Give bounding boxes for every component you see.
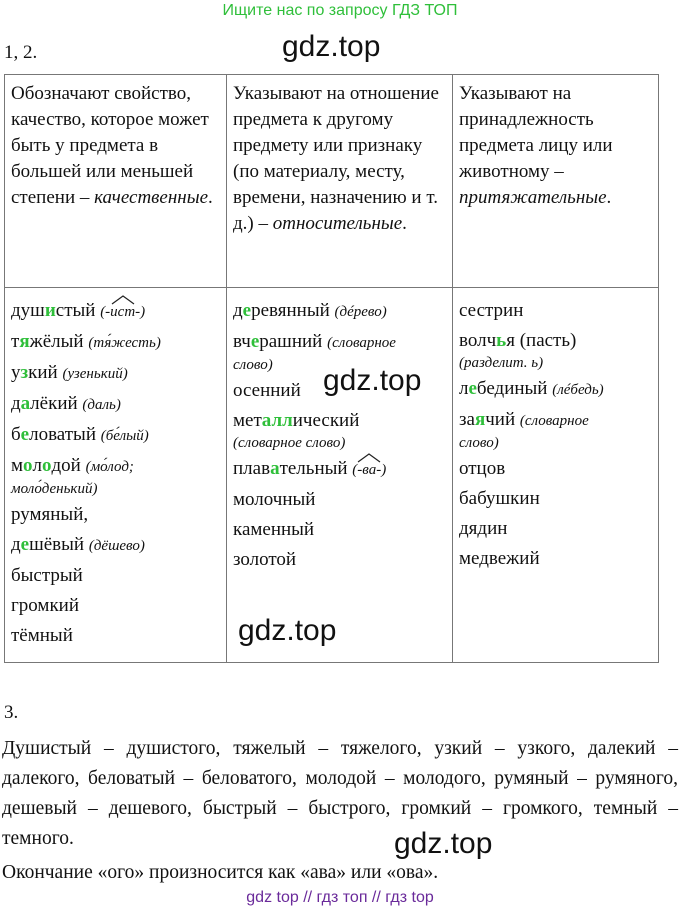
description-row bbox=[5, 75, 659, 288]
possessive-description: Указывают на принадлежность предмета лицу или животному – притяжательные. bbox=[453, 75, 659, 288]
section-1-2-label: 1, 2. bbox=[4, 42, 38, 63]
list-item: металлический (словарное слово) bbox=[233, 410, 360, 451]
list-item: дешёвый (дёшево) bbox=[11, 534, 145, 555]
list-item: бабушкин bbox=[459, 488, 540, 509]
watermark: gdz.top bbox=[323, 364, 422, 397]
list-item: душистый (-ист-) bbox=[11, 296, 220, 327]
list-item: заячий (словарное слово) bbox=[459, 409, 589, 451]
section-3-text: Душистый – душистого, тяжелый – тяжелого, узкий – узкого, далекий – далекого, беловатый – беловатого, молодой – молодого, румяный – румяного, дешевый – дешевого, быстрый – быстрого, громкий – громкого, темный – темного. bbox=[2, 738, 678, 849]
qualitative-description: Обозначают свойство, качество, которое может быть у предмета в большей или меньшей степени – качественные. bbox=[5, 75, 227, 288]
list-item: тяжёлый (тя́жесть) bbox=[11, 331, 161, 352]
examples-row bbox=[5, 288, 659, 663]
possessive-examples bbox=[453, 288, 659, 663]
list-item: быстрый bbox=[11, 565, 83, 586]
list-item: вчерашний (словарное слово) bbox=[233, 331, 396, 373]
section-3-label: 3. bbox=[4, 702, 19, 723]
list-item: далёкий (даль) bbox=[11, 393, 121, 414]
list-item: плавательный (-ва-) bbox=[233, 454, 446, 485]
list-item: беловатый (бе́лый) bbox=[11, 424, 149, 445]
list-item: молодой (мо́лод; моло́денький) bbox=[11, 455, 134, 497]
list-item: медвежий bbox=[459, 548, 540, 569]
watermark: gdz.top bbox=[238, 614, 337, 647]
list-item: осенний bbox=[233, 380, 301, 401]
footer-links: gdz top // гдз топ // гдз top bbox=[246, 889, 434, 906]
relative-examples bbox=[227, 288, 453, 663]
list-item: лебединый (лéбедь) bbox=[459, 378, 604, 399]
list-item: отцов bbox=[459, 458, 506, 479]
list-item: сестрин bbox=[459, 300, 524, 321]
search-banner: Ищите нас по запросу ГДЗ ТОП bbox=[222, 2, 458, 19]
watermark: gdz.top bbox=[394, 827, 493, 860]
list-item: узкий (узенький) bbox=[11, 362, 128, 383]
list-item: тёмный bbox=[11, 625, 73, 646]
list-item: деревянный (дéрево) bbox=[233, 300, 387, 321]
list-item: каменный bbox=[233, 519, 315, 540]
list-item: золотой bbox=[233, 549, 297, 570]
watermark: gdz.top bbox=[282, 30, 381, 63]
list-item: громкий bbox=[11, 595, 80, 616]
list-item: румяный, bbox=[11, 504, 89, 525]
list-item: волчья (пасть) (разделит. ь) bbox=[459, 330, 577, 371]
list-item: дядин bbox=[459, 518, 508, 539]
ending-note: Окончание «ого» произносится как «ава» или «ова». bbox=[2, 862, 439, 883]
relative-description: Указывают на отношение предмета к другому предмету или признаку (по материалу, месту, времени, назначению и т. д.) – относительные. bbox=[227, 75, 453, 288]
list-item: молочный bbox=[233, 489, 316, 510]
qualitative-examples bbox=[5, 288, 227, 663]
